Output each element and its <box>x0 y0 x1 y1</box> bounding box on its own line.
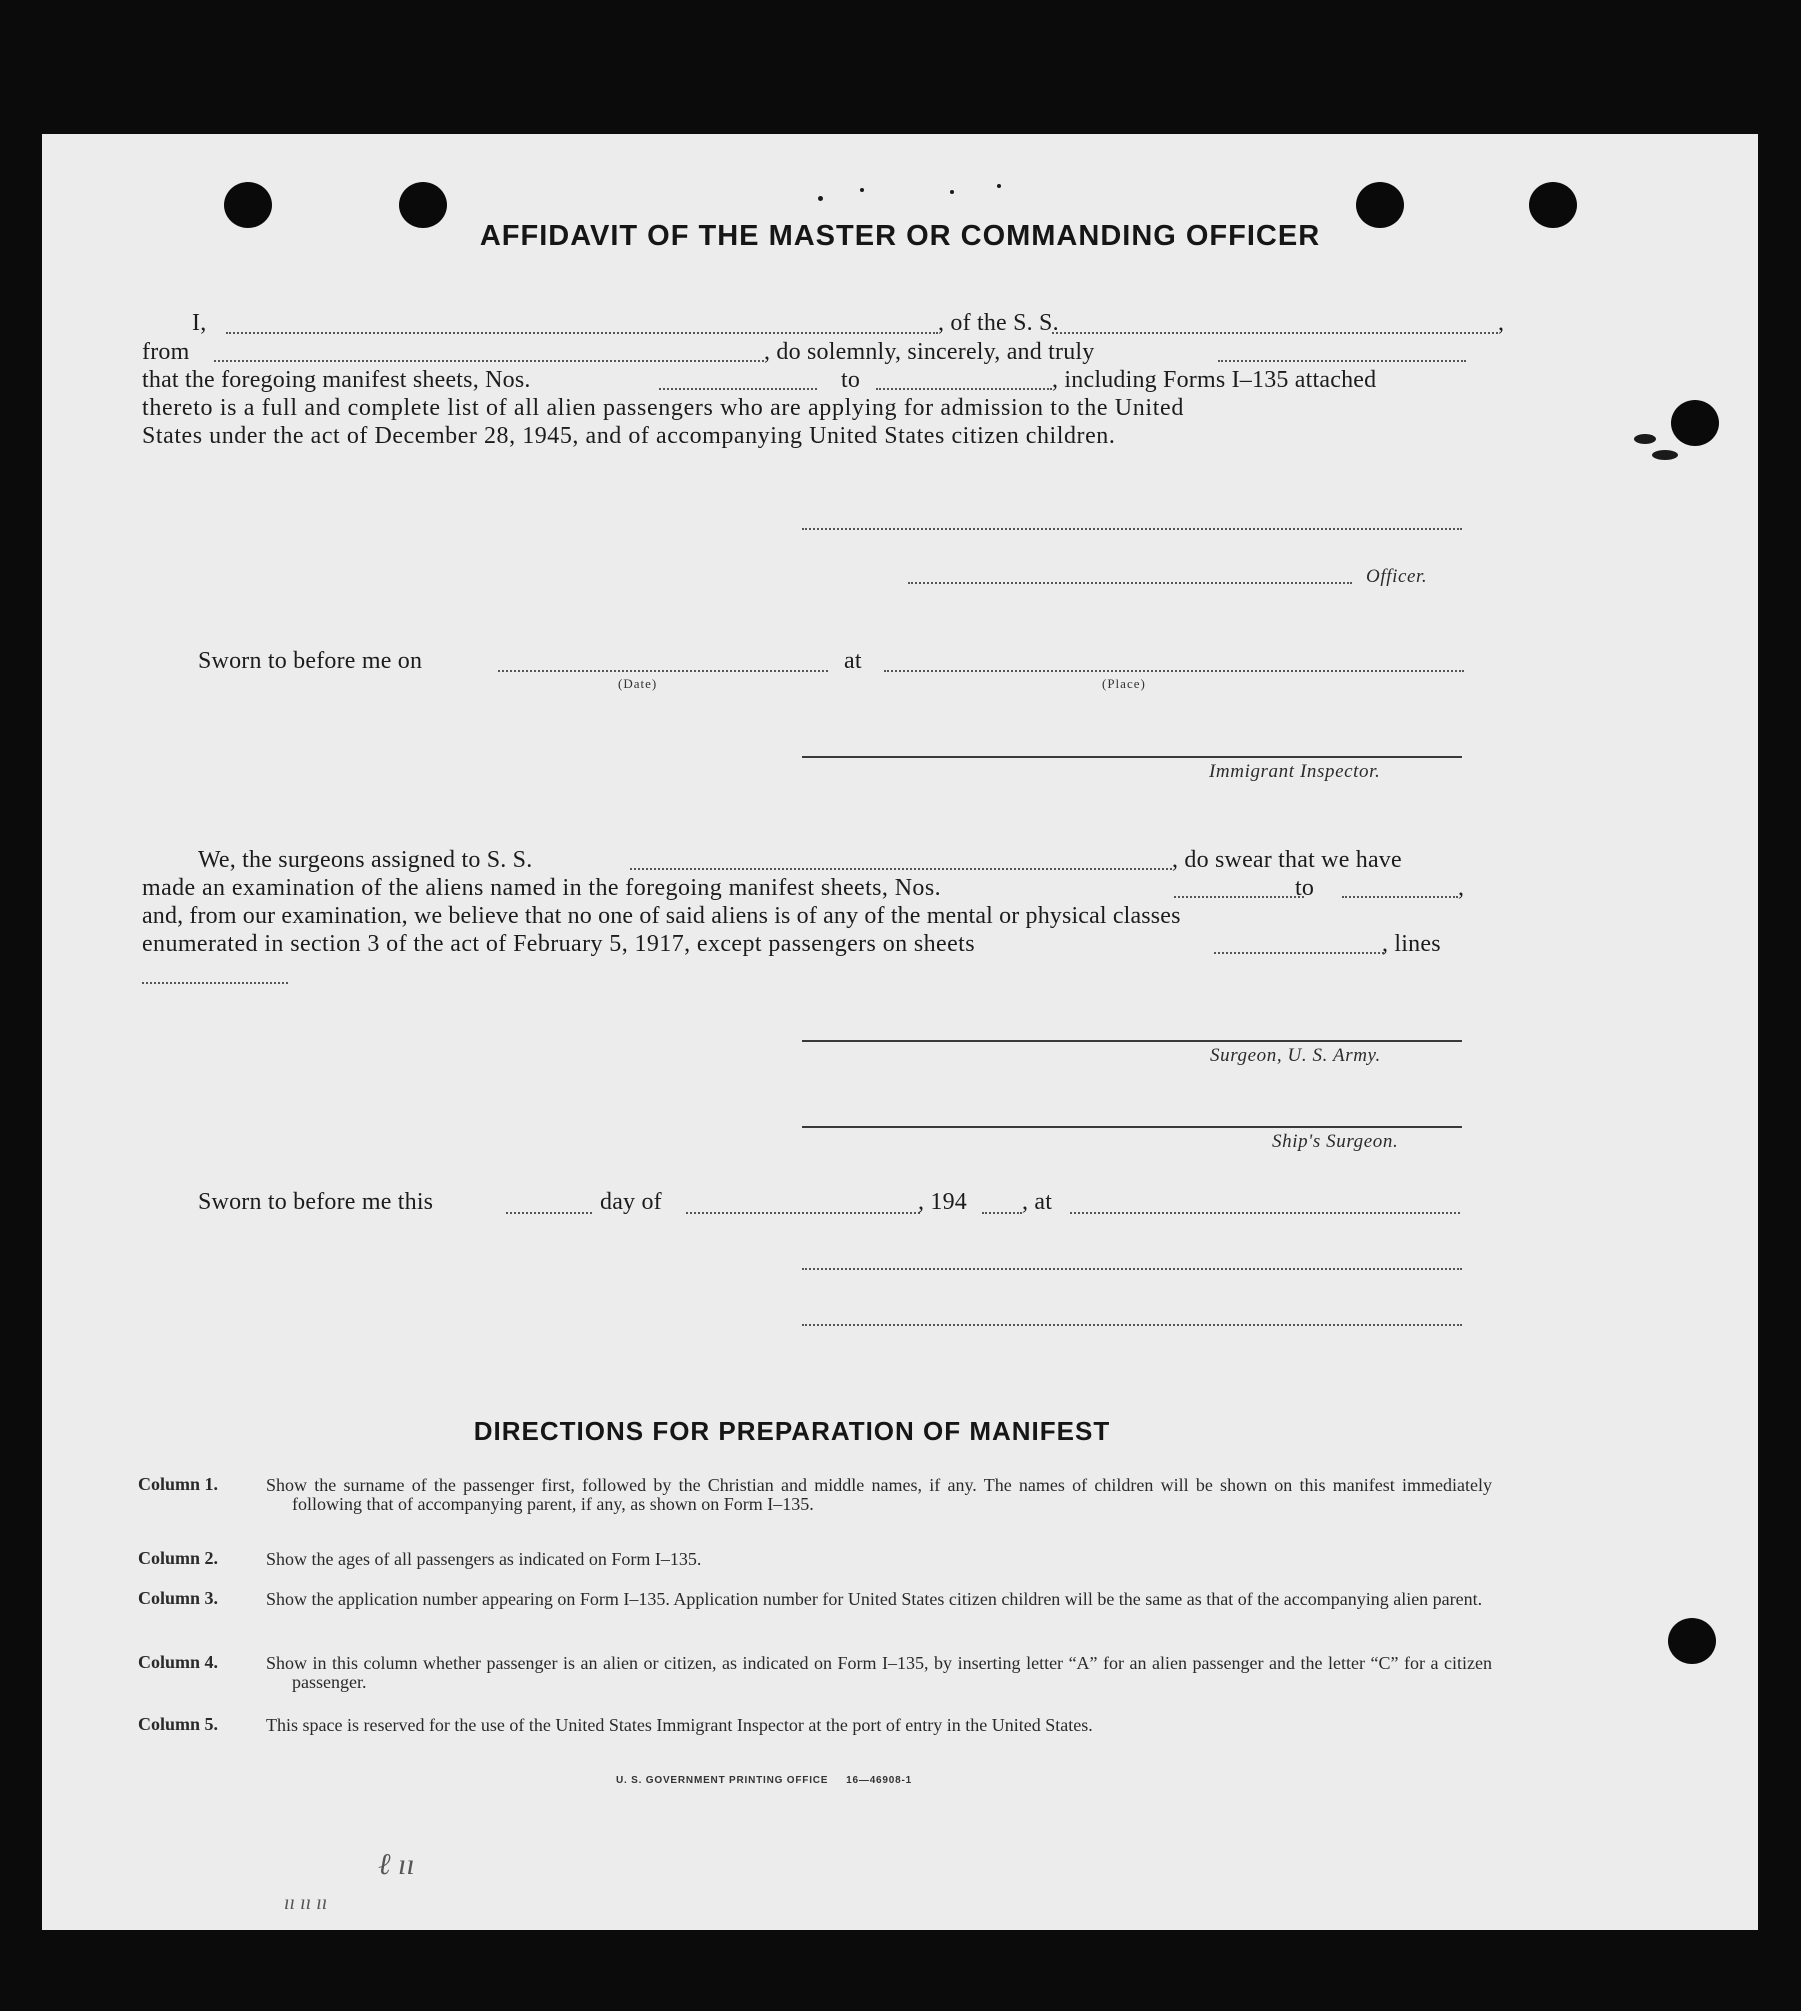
speck <box>997 184 1001 188</box>
sworn2-place-field[interactable] <box>1070 1212 1460 1214</box>
sworn-day-of-label: day of <box>600 1189 662 1215</box>
officer-title-line[interactable] <box>908 582 1352 584</box>
punch-hole <box>1671 400 1719 446</box>
sworn-this-label: Sworn to before me this <box>198 1189 434 1215</box>
speck <box>950 190 954 194</box>
direction-column-text: Show in this column whether passenger is an alien or citizen, as indicated on Form I–135, by inserting letter “A” for an alien passenger and the letter “C” for a citizen passenger. <box>266 1653 1492 1692</box>
from-port-field[interactable] <box>214 360 764 362</box>
immigrant-inspector-label: Immigrant Inspector. <box>1209 761 1381 782</box>
page-title: AFFIDAVIT OF THE MASTER OR COMMANDING OFFICER <box>479 220 1321 252</box>
direction-column-text: Show the surname of the passenger first, followed by the Christian and middle names, if any. The names of children will be shown on this manifest immediately following that of accompanying parent, if any, as shown on Form I–135. <box>266 1475 1492 1514</box>
surgeons-line4-end: , lines <box>1382 931 1441 957</box>
sworn2-at-label: , at <box>1022 1189 1053 1215</box>
direction-column-label: Column 1. <box>138 1474 219 1494</box>
officer-name-field[interactable] <box>226 332 938 334</box>
handwritten-mark: ıı ıı ıı <box>284 1892 328 1914</box>
direction-column-label: Column 4. <box>138 1652 219 1672</box>
ships-surgeon-label: Ship's Surgeon. <box>1272 1131 1399 1152</box>
printer-imprint: U. S. GOVERNMENT PRINTING OFFICE 16—46908-1 <box>616 1775 912 1786</box>
except-sheets-field[interactable] <box>1214 952 1384 954</box>
affidavit-to-label: to <box>841 367 861 393</box>
ship-name-field[interactable] <box>1052 332 1498 334</box>
affidavit-line1-end: , <box>1498 310 1505 336</box>
direction-column-text: Show the application number appearing on Form I–135. Application number for United States citizen children will be the same as that of the accompanying alien parent. <box>266 1589 1483 1609</box>
sworn-year-field[interactable] <box>982 1212 1022 1214</box>
affidavit-solemnly-text: , do solemnly, sincerely, and truly <box>764 339 1095 365</box>
sworn-day-field[interactable] <box>506 1212 592 1214</box>
sworn-year-label: , 194 <box>918 1189 967 1215</box>
lines-field[interactable] <box>142 982 288 984</box>
sworn2-signature-line[interactable] <box>802 1268 1462 1270</box>
date-caption: (Date) <box>618 676 658 691</box>
surgeons-sheets-from-field[interactable] <box>1174 896 1304 898</box>
direction-column-label: Column 5. <box>138 1714 219 1734</box>
surgeons-line4-start: enumerated in section 3 of the act of February 5, 1917, except passengers on sheets <box>142 931 975 957</box>
document-page <box>42 134 1758 1930</box>
place-caption: (Place) <box>1102 676 1146 691</box>
direction-column-label: Column 3. <box>138 1588 219 1608</box>
army-surgeon-label: Surgeon, U. S. Army. <box>1210 1045 1381 1066</box>
affidavit-forms-text: , including Forms I–135 attached <box>1052 367 1377 393</box>
speck <box>1652 450 1678 460</box>
speck <box>1634 434 1656 444</box>
affidavit-ss-label: , of the S. S. <box>938 310 1059 336</box>
inspector-signature-line[interactable] <box>802 756 1462 758</box>
directions-title: DIRECTIONS FOR PREPARATION OF MANIFEST <box>473 1416 1111 1446</box>
handwritten-mark: ℓ ıı <box>378 1848 415 1881</box>
direction-column-text: This space is reserved for the use of the United States Immigrant Inspector at the port of entry in the United States. <box>266 1715 1093 1735</box>
sworn-at-label: at <box>844 648 862 674</box>
surgeons-to-label: to <box>1295 875 1315 901</box>
sworn-date-field[interactable] <box>498 670 828 672</box>
sworn-on-label: Sworn to before me on <box>198 648 423 674</box>
sheets-from-field[interactable] <box>659 388 817 390</box>
affidavit-line4: thereto is a full and complete list of all alien passengers who are applying for admission to the United <box>142 395 1185 421</box>
affidavit-nos-text: that the foregoing manifest sheets, Nos. <box>142 367 531 393</box>
officer-label: Officer. <box>1366 566 1428 587</box>
army-surgeon-signature-line[interactable] <box>802 1040 1462 1042</box>
affidavit-from-label: from <box>142 339 190 365</box>
swear-field[interactable] <box>1218 360 1466 362</box>
direction-column-text: Show the ages of all passengers as indicated on Form I–135. <box>266 1549 702 1569</box>
punch-hole <box>1668 1618 1716 1664</box>
surgeons-line1-end: , do swear that we have <box>1172 847 1402 873</box>
affidavit-line5: States under the act of December 28, 1945, and of accompanying United States citizen children. <box>142 423 1116 449</box>
surgeons-ship-field[interactable] <box>630 868 1172 870</box>
speck <box>860 188 864 192</box>
sheets-to-field[interactable] <box>876 388 1052 390</box>
affidavit-i-label: I, <box>192 310 207 336</box>
surgeons-line2-start: made an examination of the aliens named in the foregoing manifest sheets, Nos. <box>142 875 941 901</box>
surgeons-line2-end: , <box>1458 875 1465 901</box>
sworn2-title-line[interactable] <box>802 1324 1462 1326</box>
direction-column-label: Column 2. <box>138 1548 219 1568</box>
sworn-month-field[interactable] <box>686 1212 920 1214</box>
ship-surgeon-signature-line[interactable] <box>802 1126 1462 1128</box>
sworn-place-field[interactable] <box>884 670 1464 672</box>
surgeons-line1-start: We, the surgeons assigned to S. S. <box>198 847 533 873</box>
officer-signature-line[interactable] <box>802 528 1462 530</box>
surgeons-sheets-to-field[interactable] <box>1342 896 1458 898</box>
surgeons-line3: and, from our examination, we believe that no one of said aliens is of any of the mental or physical classes <box>142 903 1181 929</box>
speck <box>818 196 823 201</box>
